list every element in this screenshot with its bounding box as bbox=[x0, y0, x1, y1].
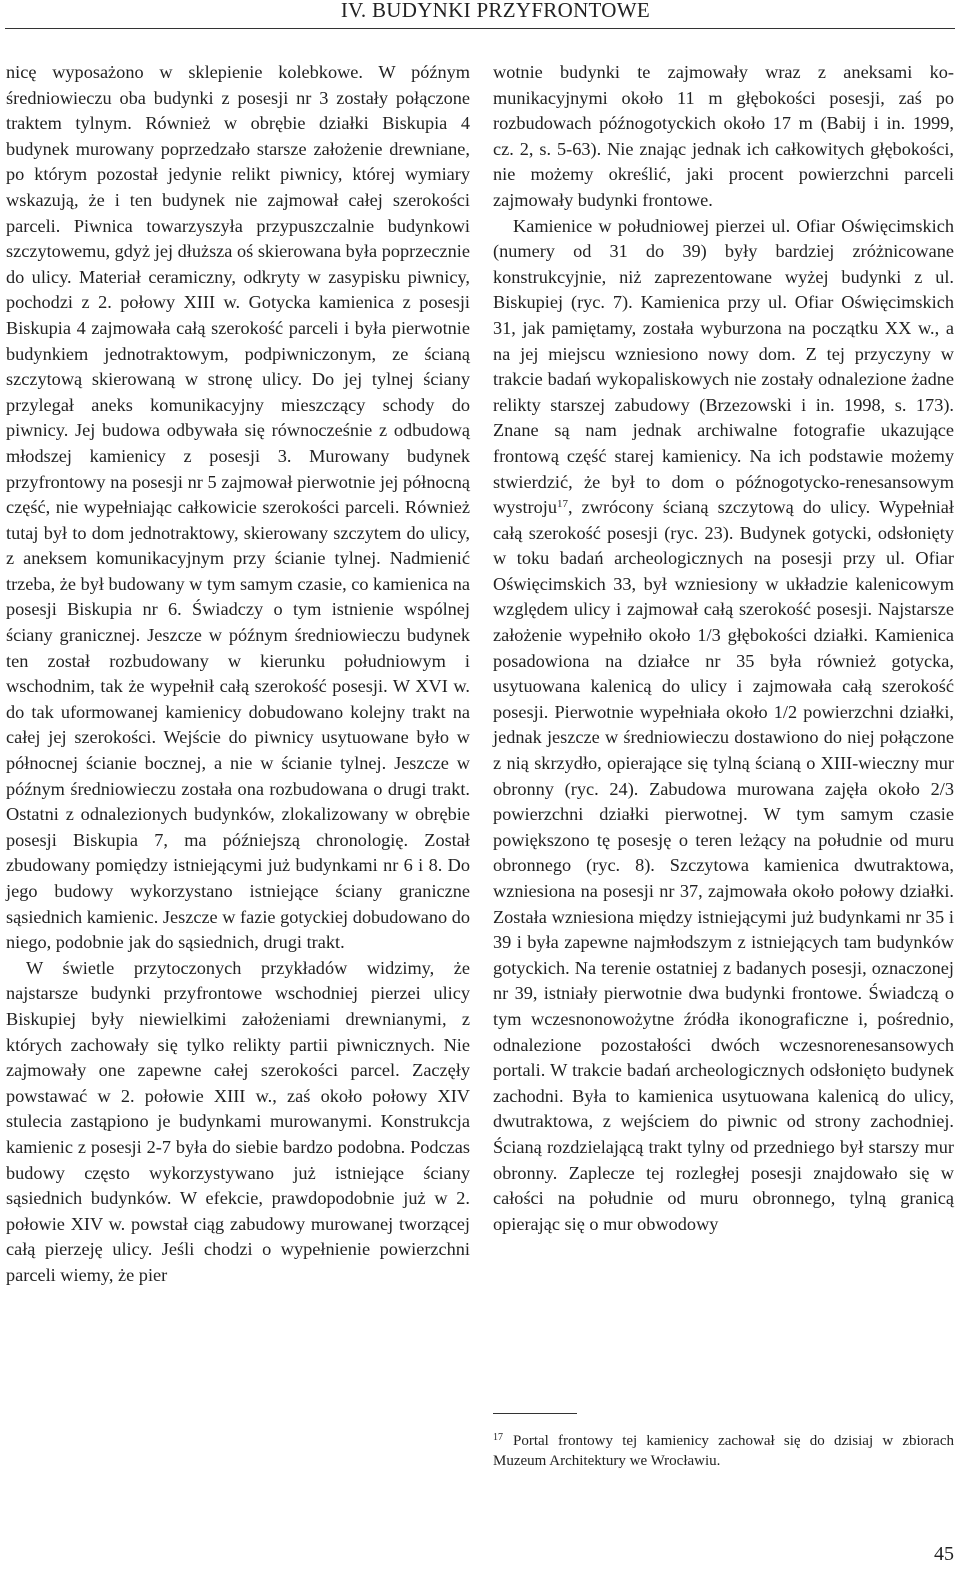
footnote-reference[interactable]: 17 bbox=[556, 498, 568, 511]
right-paragraph-2 bbox=[493, 214, 954, 1238]
header-rule bbox=[5, 28, 955, 29]
footnote bbox=[493, 1428, 954, 1471]
footnote-number: 17 bbox=[493, 1432, 503, 1443]
left-paragraph-2: W świetle przytoczonych przykładów widzimy, że najstarsze budynki przyfrontowe wschodniej pierzei ulicy Biskupiej były niewielkimi założeniami drewnianymi, z których zachowały się tylko relikty partii piwnicznych. Nie zajmowały one zapewne całej szerokości parcel. Zaczęły powstawać w 2. połowie XIII w., zaś około połowy XIV stulecia zastąpiono je budynkami murowanymi. Konstrukcja kamienic z posesji 2-7 była do siebie bardzo podobna. Podczas budowy często wykorzystywano już istniejące ściany sąsiednich budynków. W efekcie, prawdopodobnie już w 2. połowie XIV w. powstał ciąg zabudowy murowanej tworzącej całą pierzeję ulicy. Jeśli chodzi o wypełnienie powierzchni parceli wiemy, że pier bbox=[6, 957, 470, 1285]
right-paragraph-2-end: , zwrócony ścianą szczytową do ulicy. Wypełniał całą szerokość posesji (ryc. 23). Budynek gotycki, odsłonięty w toku badań archeologicznych na posesji przy ul. Ofiar Oświęcimskich 33, był wzniesiony w układzie kalenicowym względem ulicy i zajmował całą szerokość posesji. Najstarsze założenie wypełniło około 1/3 głębokości działki. Kamienica posadowiona na działce nr 35 była również gotycka, usytuowana kalenicą do ulicy i zajmowała całą szerokość posesji. Pierwotnie wypełniała około 1/2 powierzchni działki, jednak jeszcze w średniowieczu dostawiono do niej połączone z nią skrzydło, opierające się tylną ścianą o XIII-wieczny mur obronny (ryc. 24). Zabudowa murowana zajęła około 2/3 powierzchni działki pierwotnej. W tym samym czasie powiększono tę posesję o teren leżący na południe od muru obronnego (ryc. 8). Szczytowa kamienica dwutraktowa, wzniesiona na posesji nr 37, zajmowała około połowy działki. Została wzniesiona między istniejącymi już budynkami nr 35 i 39 i była zapewne najmłodszym z istniejących tam budynków gotyckich. Na terenie ostatniej z badanych posesji, oznaczonej nr 39, istniały pierwotnie dwa budynki frontowe. Świadczą o tym wczesnonowożytne źródła ikonograficzne i, pośrednio, odnalezione pozostałości dwóch wczesnorenesansowych portali. W trakcie badań archeologicznych odsłonięto budynek zachodni. Była to kamienica usytuowana kalenicą do ulicy, dwutraktowa, z wejściem do piwnic od strony zachodniej. Ścianą rozdzielającą trakt tylny od przedniego był starszy mur obronny. Zaplecze tej rozległej posesji znajdowało się w całości na południe od muru obronnego, tylną granicą opierając się o mur obwodowy bbox=[493, 497, 954, 1234]
page-number: 45 bbox=[934, 1543, 954, 1565]
running-head: IV. BUDYNKI PRZYFRONTOWE bbox=[340, 0, 650, 22]
right-column bbox=[493, 60, 954, 1237]
right-paragraph-2-start: Kamienice w południowej pierzei ul. Ofiar Oświęcimskich (numery od 31 do 39) były bardziej zróżnicowane konstrukcyjnie, niż zaprezentowane wyżej budynki z ul. Biskupiej (ryc. 7). Kamienica przy ul. Ofiar Oświęcimskich 31, jak pamiętamy, została wyburzona na początku XX w., a na jej miejscu wzniesiono nowy dom. Z tej przyczyny w trakcie badań wykopaliskowych nie zostały odnalezione żadne relikty starszej zabudowy (Brzezowski i in. 1998, s. 173). Znane są nam jednak archiwalne fotografie ukazujące frontową część starej kamienicy. Na ich podstawie możemy stwierdzić, że był to dom o późnogotycko-renesansowym wystroju bbox=[493, 215, 954, 518]
left-paragraph-1: nicę wyposażono w sklepienie kolebkowe. W późnym średniowieczu oba budynki z posesji nr 3 zostały połączone traktem tylnym. Również w obrębie działki Biskupia 4 budynek murowany poprzedzało starsze założenie drewniane, po którym pozostał jedynie relikt piwnicy, której wymiary wskazują, że i ten budynek nie zajmował całej szerokości parceli. Piwnica towarzyszyła przypuszczalnie budynkowi szczytowemu, gdyż jej dłuższa oś skierowana była poprzecznie do ulicy. Materiał ceramiczny, odkryty w zasypisku piwnicy, pochodzi z 2. połowy XIII w. Gotycka kamienica z posesji Biskupia 4 zajmowała całą szerokość parceli i była pierwotnie budynkiem jednotraktowym, podpiwniczonym, ze ścianą szczytową skierowaną w stronę ulicy. Do jej tylnej ściany przylegał aneks komunikacyjny mieszczący schody do piwnicy. Jej budowa odbywała się równocześnie z odbudową młodszej kamienicy z posesji 3. Murowany budynek przyfrontowy na posesji nr 5 zajmował pierwotnie jej północną część, nie wypełniając całkowicie szerokości parceli. Również tutaj był to dom jednotraktowy, skierowany szczytem do ulicy, z aneksem komunikacyjnym przy ścianie tylnej. Nadmienić trzeba, że był budowany w tym samym czasie, co kamienica na posesji Biskupia nr 6. Świadczy o tym istnienie wspólnej ściany granicznej. Jeszcze w późnym średniowieczu budynek ten został rozbudowany w kierunku południowym i wschodnim, tak że wypełnił całą szerokość posesji. W XVI w. do tak uformowanej kamienicy dobudowano kolejny trakt na całej jej szerokości. Wejście do piwnicy usytuowane było w północnej ścianie bocznej, a nie w ścianie tylnej. Jeszcze w późnym średniowieczu została ona rozbudowana o drugi trakt. Ostatni z odnalezionych budynków, zlokalizowany w obrębie posesji Biskupia 7, ma późniejszą chronologię. Został zbudowany pomiędzy istniejącymi już budynkami nr 6 i 8. Do jego budowy wykorzystano istniejące ściany graniczne sąsiednich kamienic. Jeszcze w fazie gotyckiej dobudowano do niego, podobnie jak do sąsiednich, drugi trakt. bbox=[6, 62, 470, 953]
footnote-rule bbox=[493, 1413, 577, 1414]
left-column bbox=[6, 60, 470, 1289]
footnote-text: Portal frontowy tej kamienicy zachował się do dzisiaj w zbiorach Muzeum Architektury we Wrocławiu. bbox=[493, 1433, 954, 1469]
right-paragraph-1: wotnie budynki te zajmowały wraz z aneksami komunikacyjnymi około 11 m głębokości posesji, zaś po rozbudowach późnogotyckich około 17 m (Babij i in. 1999, cz. 2, s. 5-63). Nie znając jednak ich całkowitych głębokości, nie możemy określić, jaki procent powierzchni parceli zajmowały budynki frontowe. bbox=[493, 62, 954, 210]
